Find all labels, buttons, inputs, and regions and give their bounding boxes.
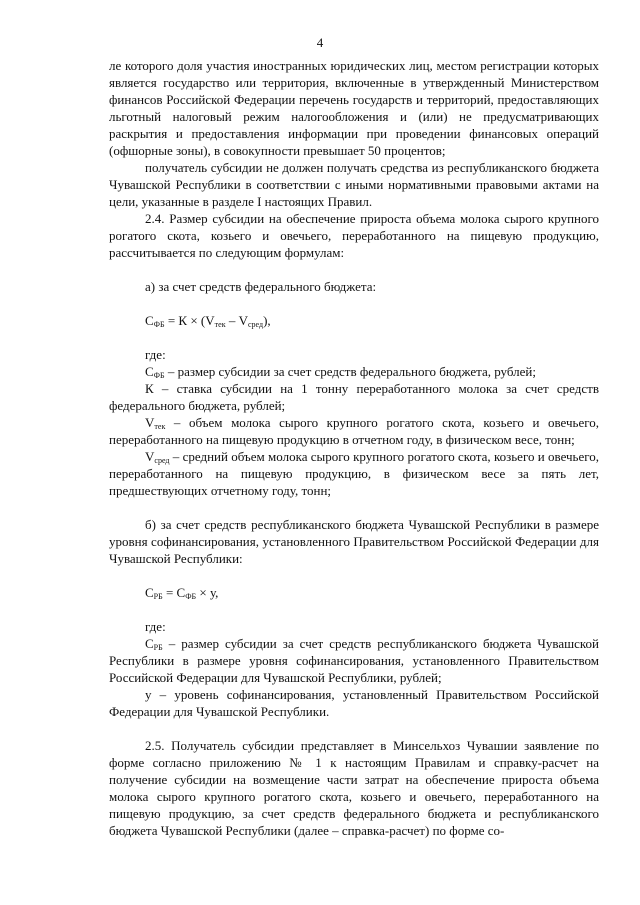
definition-v-tek: $V_{тек}$ – объем молока сырого крупного рогатого скота, козьего и овечьего, переработанного на пищевую продукцию в отчетном году, в физическом весе, тонн; xyxy=(109,415,599,447)
definition-c-rb: $С_{РБ}$ – размер субсидии за счет средств республиканского бюджета Чувашской Республики в размере уровня софинансирования, установленного Правительством Российской Федерации для Чувашской Республики, рублей; xyxy=(109,636,599,685)
definition-c-fb: $С_{ФБ}$ – размер субсидии за счет средств федерального бюджета, рублей; xyxy=(145,364,537,380)
definition-v-sred: $V_{сред}$ – средний объем молока сырого крупного рогатого скота, козьего и овечьего, переработанного на пищевую продукцию, в физическом весе за пять лет, предшествующих отчетному году, тонн; xyxy=(109,449,600,498)
paragraph-offshore-condition: ле которого доля участия иностранных юридических лиц, местом регистрации которых является государство или территория, включенные в утвержденный Министерством финансов Российской Федерации перечень государств и территорий, предоставляющих льготный налоговый режим налогообложения и (или) не предусматривающих раскрытия и предоставления информации при проведении финансовых операций (офшорные зоны), в совокупности превышает 50 процентов; xyxy=(109,58,599,158)
paragraph-no-other-funds: получатель субсидии не должен получать средства из республиканского бюджета Чувашской Республики в соответствии с иными нормативными правовыми актами на цели, указанные в разделе I настоящих Правил. xyxy=(109,160,599,209)
definition-k: К – ставка субсидии на 1 тонну переработанного молока за счет средств федерального бюджета, рублей; xyxy=(109,381,599,413)
paragraph-2-4: 2.4. Размер субсидии на обеспечение прироста объема молока сырого крупного рогатого скота, козьего и овечьего, переработанного на пищевую продукцию, рассчитывается по следующим формулам: xyxy=(109,211,599,260)
paragraph-federal-budget: а) за счет средств федерального бюджета: xyxy=(145,279,377,294)
document-body xyxy=(109,57,599,839)
paragraph-2-5: 2.5. Получатель субсидии представляет в Минсельхоз Чувашии заявление по форме согласно приложению № 1 к настоящим Правилам и справку-расчет на получение субсидии на возмещение части затрат на обеспечение прироста объема молока сырого крупного рогатого скота, козьего и овечьего, переработанного на пищевую продукцию, за счет средств федерального бюджета и республиканского бюджета Чувашской Республики (далее – справка-расчет) по форме со- xyxy=(109,738,599,838)
paragraph-republican-budget: б) за счет средств республиканского бюджета Чувашской Республики в размере уровня софинансирования, установленного Правительством Российской Федерации для Чувашской Республики: xyxy=(109,517,599,566)
formula-federal: $С_{ФБ} = К \times (V_{тек} - V_{сред})$, xyxy=(145,313,271,329)
where-label-1: где: xyxy=(145,347,166,362)
where-label-2: где: xyxy=(145,619,166,634)
formula-republican: $С_{РБ} = С_{ФБ} \times у$, xyxy=(145,585,219,601)
page-number: 4 xyxy=(316,35,324,50)
definition-y: у – уровень софинансирования, установленный Правительством Российской Федерации для Чувашской Республики. xyxy=(109,687,599,719)
